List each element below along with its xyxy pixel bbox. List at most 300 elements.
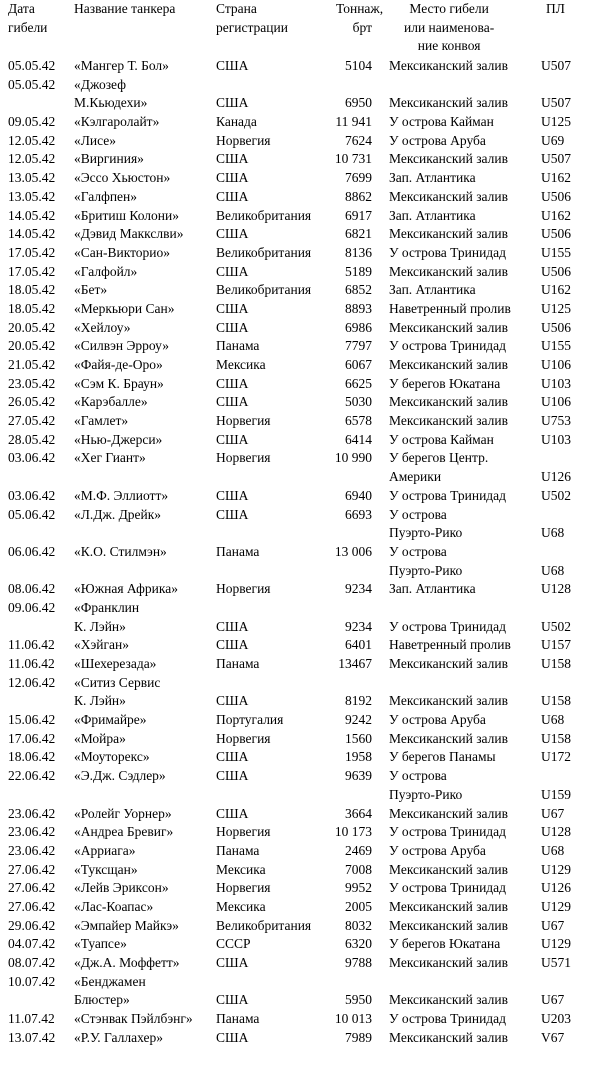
location-cell: Мексиканский залив [389,413,508,429]
location-cell: Наветренный пролив [389,300,511,316]
tonnage-cell: 9242 [345,712,372,728]
date-cell: 22.06.42 [8,768,56,784]
country-cell: Норвегия [216,880,271,896]
tonnage-cell: 11 941 [335,114,372,130]
tonnage-cell: 10 173 [334,824,372,840]
table-row [0,786,600,805]
submarine-cell: U125 [541,300,571,316]
location-cell: Пуэрто-Рико [389,525,463,541]
table-row [0,132,600,151]
country-cell: Панама [216,842,260,858]
tonnage-cell: 6693 [345,506,372,522]
table-row [0,842,600,861]
table-row [0,599,600,618]
table-row [0,805,600,824]
submarine-cell: U128 [541,581,571,597]
tanker-name-cell: «Лейв Эриксон» [74,880,169,896]
date-cell: 15.06.42 [8,712,56,728]
table-row [0,991,600,1010]
location-cell: У берегов Юкатана [389,375,501,391]
tanker-name-cell: «Фримайре» [74,712,147,728]
tonnage-cell: 7989 [345,1029,372,1045]
submarine-cell: U68 [541,562,565,578]
table-row [0,935,600,954]
table-row [0,861,600,880]
table-row [0,692,600,711]
tanker-name-cell: «Э.Дж. Сэдлер» [74,768,166,784]
tanker-name-cell: «Бенджамен [74,973,146,989]
country-cell: Норвегия [216,132,271,148]
submarine-cell: U126 [541,880,571,896]
tonnage-cell: 6320 [345,936,372,952]
location-cell: Мексиканский залив [389,693,508,709]
table-row [0,917,600,936]
country-cell: США [216,58,249,73]
country-cell: США [216,992,249,1008]
date-cell: 05.06.42 [8,506,56,522]
tanker-name-cell: «Бет» [74,282,108,298]
table-row [0,823,600,842]
table-row [0,524,600,543]
tanker-name-cell: «Виргиния» [74,151,144,167]
submarine-cell: U172 [541,749,571,765]
tanker-name-cell: «Хэйган» [74,637,130,653]
table-header [0,0,600,60]
country-cell: Панама [216,656,260,671]
submarine-cell: U203 [541,1011,571,1027]
submarine-cell: U126 [541,469,571,485]
location-cell: Мексиканский залив [389,188,508,204]
tanker-name-cell: М.Кьюдехи» [74,95,148,111]
submarine-cell: U506 [541,319,571,335]
table-row [0,244,600,263]
tonnage-cell: 5104 [345,58,372,73]
location-cell: Мексиканский залив [389,357,508,372]
date-cell: 23.06.42 [8,824,56,840]
table-row [0,76,600,95]
table-row [0,468,600,487]
location-cell: Мексиканский залив [389,151,508,167]
location-cell: У острова Тринидад [389,1011,507,1027]
tanker-name-cell: «Файя-де-Оро» [74,357,163,372]
date-cell: 13.05.42 [8,188,56,204]
tonnage-cell: 6578 [345,413,372,429]
location-cell: У острова [389,506,447,522]
submarine-cell: U506 [541,263,571,279]
submarine-cell: U67 [541,992,565,1008]
location-cell: У острова Аруба [389,842,486,858]
date-cell: 21.05.42 [8,357,56,372]
table-row [0,356,600,375]
submarine-cell: U157 [541,637,571,653]
location-cell: Мексиканский залив [389,861,508,877]
submarine-cell: U158 [541,730,571,746]
country-cell: США [216,805,249,821]
date-cell: 26.05.42 [8,394,56,410]
country-cell: США [216,487,249,503]
date-cell: 18.05.42 [8,282,56,298]
tonnage-cell: 9952 [345,880,372,896]
tonnage-cell: 7008 [345,861,372,877]
table-row [0,973,600,992]
submarine-cell: U68 [541,712,565,728]
location-cell: Зап. Атлантика [389,282,476,298]
tonnage-cell: 6625 [345,375,372,391]
tanker-name-cell: «Кэлгаролайт» [74,114,160,130]
country-cell: США [216,955,249,970]
tonnage-cell: 9639 [345,768,372,784]
tonnage-cell: 7624 [345,132,372,148]
location-cell: У острова Аруба [389,712,486,728]
tanker-name-cell: «М.Ф. Эллиотт» [74,487,169,503]
tonnage-cell: 5189 [345,263,372,279]
location-cell: У острова Тринидад [389,338,507,354]
date-cell: 20.05.42 [8,338,56,354]
submarine-cell: U106 [541,394,571,410]
location-cell: Америки [389,469,442,485]
tonnage-cell: 3664 [345,805,372,821]
country-cell: США [216,188,249,204]
country-cell: США [216,768,249,784]
tanker-name-cell: «Лисе» [74,132,117,148]
date-cell: 09.05.42 [8,114,56,130]
tanker-name-cell: «Галфпен» [74,188,138,204]
submarine-cell: U506 [541,188,571,204]
country-cell: США [216,693,249,709]
date-cell: 11.06.42 [8,637,55,653]
table-row [0,412,600,431]
submarine-cell: U68 [541,842,565,858]
date-cell: 18.06.42 [8,749,56,765]
tanker-name-cell: «Туапсе» [74,936,127,952]
table-row [0,263,600,282]
date-cell: 23.06.42 [8,842,56,858]
tanker-name-cell: «Бритиш Колони» [74,207,179,223]
country-cell: США [216,431,249,447]
submarine-cell: U125 [541,114,571,130]
tonnage-cell: 7699 [345,170,372,186]
tonnage-cell: 6414 [345,431,372,447]
country-cell: США [216,618,249,634]
tanker-name-cell: «Эссо Хьюстон» [74,170,171,186]
table-row [0,300,600,319]
location-cell: У острова Тринидад [389,487,507,503]
tonnage-cell: 8862 [345,188,372,204]
tanker-name-cell: «Шехерезада» [74,656,157,671]
table-row [0,562,600,581]
tonnage-cell: 1560 [345,730,372,746]
submarine-cell: U68 [541,525,565,541]
date-cell: 12.05.42 [8,151,56,167]
submarine-cell: U128 [541,824,571,840]
tanker-name-cell: «Ролейг Уорнер» [74,805,172,821]
country-cell: Португалия [216,712,284,728]
tanker-name-cell: К. Лэйн» [74,618,126,634]
table-row [0,655,600,674]
country-cell: Норвегия [216,450,271,466]
country-cell: США [216,394,249,410]
country-cell: Великобритания [216,282,312,298]
submarine-cell: U129 [541,861,571,877]
date-cell: 20.05.42 [8,319,56,335]
submarine-cell: U502 [541,618,571,634]
location-cell: Зап. Атлантика [389,170,476,186]
table-row [0,1029,600,1048]
submarine-cell: U506 [541,226,571,242]
table-row [0,543,600,562]
table-row [0,207,600,226]
country-cell: США [216,95,249,111]
table-row [0,580,600,599]
table-row [0,767,600,786]
country-cell: США [216,226,249,242]
table-row [0,150,600,169]
location-cell: Мексиканский залив [389,226,508,242]
tanker-name-cell: «Стэнвак Пэйлбэнг» [74,1011,193,1027]
location-cell: У острова Тринидад [389,880,507,896]
tonnage-cell: 10 990 [334,450,372,466]
tanker-name-cell: «К.О. Стилмэн» [74,543,167,559]
tanker-name-cell: «Р.У. Галлахер» [74,1029,164,1045]
date-cell: 11.06.42 [8,656,55,671]
country-cell: Мексика [216,357,266,372]
date-cell: 14.05.42 [8,226,56,242]
date-cell: 28.05.42 [8,431,56,447]
country-cell: СССР [216,936,251,952]
tonnage-cell: 8192 [345,693,372,709]
country-cell: США [216,749,249,765]
tanker-name-cell: «Франклин [74,599,140,615]
tonnage-cell: 13467 [338,656,372,671]
tonnage-cell: 10 013 [334,1011,372,1027]
country-cell: Панама [216,338,260,354]
location-cell: Зап. Атлантика [389,207,476,223]
tanker-table [0,57,600,1047]
location-cell: Мексиканский залив [389,805,508,821]
submarine-cell: U129 [541,898,571,914]
table-row [0,375,600,394]
location-cell: Мексиканский залив [389,898,508,914]
table-row [0,113,600,132]
submarine-cell: U162 [541,207,571,223]
location-cell: У острова Аруба [389,132,486,148]
table-row [0,711,600,730]
table-row [0,57,600,76]
submarine-cell: U103 [541,431,571,447]
date-cell: 23.05.42 [8,375,56,391]
location-cell: Мексиканский залив [389,955,508,970]
country-cell: Норвегия [216,413,271,429]
table-row [0,188,600,207]
submarine-cell: U507 [541,151,571,167]
tanker-name-cell: «Джозеф [74,76,126,92]
tonnage-cell: 13 006 [334,543,372,559]
tanker-name-cell: К. Лэйн» [74,693,126,709]
tanker-name-cell: «Нью-Джерси» [74,431,163,447]
date-cell: 13.05.42 [8,170,56,186]
tonnage-cell: 7797 [345,338,372,354]
location-cell: Наветренный пролив [389,637,511,653]
country-cell: Великобритания [216,917,312,933]
tanker-name-cell: «Лас-Коапас» [74,898,154,914]
country-cell: Мексика [216,898,266,914]
table-row [0,431,600,450]
date-cell: 13.07.42 [8,1029,56,1045]
location-cell: Пуэрто-Рико [389,562,463,578]
tanker-name-cell: «Дж.А. Моффетт» [74,955,180,970]
tonnage-cell: 6821 [345,226,372,242]
submarine-cell: U507 [541,58,571,73]
tonnage-cell: 2005 [345,898,372,914]
location-cell: У острова Кайман [389,431,494,447]
location-cell: У острова [389,768,447,784]
country-cell: Великобритания [216,244,312,260]
country-cell: Мексика [216,861,266,877]
date-cell: 17.05.42 [8,244,56,260]
table-row [0,506,600,525]
tonnage-cell: 9234 [345,581,372,597]
table-row [0,748,600,767]
submarine-cell: U502 [541,487,571,503]
tanker-name-cell: «Л.Дж. Дрейк» [74,506,162,522]
date-cell: 05.05.42 [8,58,56,73]
location-cell: Мексиканский залив [389,730,508,746]
table-row [0,954,600,973]
table-row [0,225,600,244]
location-cell: Мексиканский залив [389,1029,508,1045]
date-cell: 17.06.42 [8,730,56,746]
date-cell: 04.07.42 [8,936,56,952]
country-cell: Норвегия [216,581,271,597]
header-name: Название танкера [74,1,176,16]
date-cell: 27.06.42 [8,898,56,914]
submarine-cell: U162 [541,282,571,298]
tonnage-cell: 8032 [345,917,372,933]
location-cell: Мексиканский залив [389,992,508,1008]
tanker-name-cell: Блюстер» [74,992,130,1008]
country-cell: Панама [216,543,260,559]
date-cell: 10.07.42 [8,973,56,989]
country-cell: США [216,637,249,653]
location-cell: Пуэрто-Рико [389,786,463,802]
tanker-name-cell: «Ситиз Сервис [74,674,161,690]
table-row [0,730,600,749]
table-row [0,393,600,412]
tanker-name-cell: «Сан-Викторио» [74,244,171,260]
table-row [0,898,600,917]
location-cell: У берегов Панамы [389,749,496,765]
location-cell: У острова Тринидад [389,824,507,840]
country-cell: Норвегия [216,730,271,746]
location-cell: У острова [389,543,447,559]
date-cell: 29.06.42 [8,917,56,933]
date-cell: 12.05.42 [8,132,56,148]
submarine-cell: U67 [541,805,565,821]
submarine-cell: U507 [541,95,571,111]
header-date: Дата гибели [8,1,48,35]
country-cell: США [216,151,249,167]
table-row [0,1010,600,1029]
tanker-name-cell: «Эмпайер Майкэ» [74,917,179,933]
tonnage-cell: 5950 [345,992,372,1008]
country-cell: США [216,319,249,335]
table-row [0,618,600,637]
location-cell: У острова Тринидад [389,618,507,634]
tanker-name-cell: «Карэбалле» [74,394,148,410]
tonnage-cell: 6950 [345,95,372,111]
tanker-name-cell: «Южная Африка» [74,581,178,597]
country-cell: США [216,170,249,186]
country-cell: США [216,375,249,391]
date-cell: 11.07.42 [8,1011,55,1027]
submarine-cell: U155 [541,338,571,354]
date-cell: 05.05.42 [8,76,56,92]
tanker-name-cell: «Мангер Т. Бол» [74,58,169,73]
country-cell: США [216,506,249,522]
submarine-cell: U103 [541,375,571,391]
country-cell: Норвегия [216,824,271,840]
tanker-name-cell: «Галфойл» [74,263,138,279]
tanker-name-cell: «Туксщан» [74,861,138,877]
tanker-name-cell: «Андреа Бревиг» [74,824,174,840]
location-cell: Мексиканский залив [389,656,508,671]
tonnage-cell: 6852 [345,282,372,298]
date-cell: 06.06.42 [8,543,56,559]
date-cell: 03.06.42 [8,450,56,466]
location-cell: Зап. Атлантика [389,581,476,597]
submarine-cell: U69 [541,132,565,148]
table-row [0,879,600,898]
date-cell: 08.06.42 [8,581,56,597]
tonnage-cell: 6986 [345,319,372,335]
tanker-name-cell: «Сэм К. Браун» [74,375,164,391]
table-row [0,337,600,356]
tonnage-cell: 5030 [345,394,372,410]
tonnage-cell: 9234 [345,618,372,634]
country-cell: Великобритания [216,207,312,223]
tanker-name-cell: «Хег Гиант» [74,450,146,466]
date-cell: 14.05.42 [8,207,56,223]
date-cell: 08.07.42 [8,955,56,970]
location-cell: Мексиканский залив [389,58,508,73]
location-cell: У острова Кайман [389,114,494,130]
date-cell: 27.06.42 [8,880,56,896]
tanker-name-cell: «Гамлет» [74,413,129,429]
submarine-cell: U162 [541,170,571,186]
location-cell: Мексиканский залив [389,319,508,335]
date-cell: 27.05.42 [8,413,56,429]
table-row [0,636,600,655]
submarine-cell: V67 [541,1029,565,1045]
tanker-name-cell: «Силвэн Эрроу» [74,338,169,354]
date-cell: 23.06.42 [8,805,56,821]
tanker-name-cell: «Хейлоу» [74,319,131,335]
tonnage-cell: 6917 [345,207,372,223]
submarine-cell: U159 [541,786,571,802]
table-row [0,169,600,188]
tanker-name-cell: «Моуторекс» [74,749,150,765]
country-cell: США [216,1029,249,1045]
submarine-cell: U571 [541,955,571,970]
date-cell: 17.05.42 [8,263,56,279]
tanker-name-cell: «Арриага» [74,842,136,858]
tonnage-cell: 2469 [345,842,372,858]
tanker-name-cell: «Дэвид Маккслви» [74,226,184,242]
date-cell: 18.05.42 [8,300,56,316]
tonnage-cell: 9788 [345,955,372,970]
location-cell: Мексиканский залив [389,95,508,111]
table-row [0,281,600,300]
